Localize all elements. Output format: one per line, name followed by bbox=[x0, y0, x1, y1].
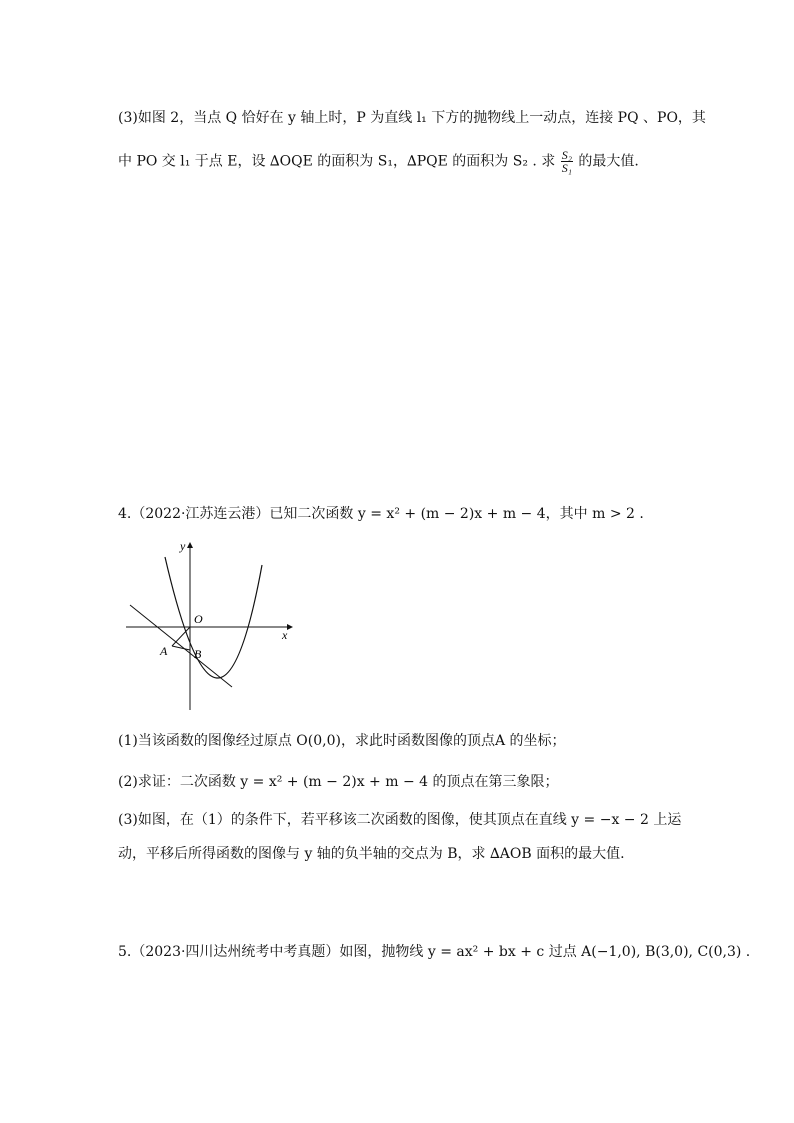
q3-part3-line2-end: 的最大值. bbox=[578, 153, 639, 170]
q5-stem: 5.（2023·四川达州统考中考真题）如图，抛物线 y = ax² + bx + c 过点 A(−1,0), B(3,0), C(0,3) . bbox=[118, 944, 751, 960]
label-y: y bbox=[180, 539, 186, 553]
q4-figure bbox=[120, 535, 302, 715]
q4-part1: (1)当该函数的图像经过原点 O(0,0)，求此时函数图像的顶点A 的坐标； bbox=[118, 733, 566, 749]
parabola-curve bbox=[165, 557, 262, 678]
q3-part3-line2 bbox=[118, 149, 639, 174]
label-o: O bbox=[194, 612, 203, 626]
fraction-numerator: S₂ bbox=[561, 148, 572, 162]
label-x: x bbox=[282, 628, 288, 642]
q3-part3-line1: (3)如图 2，当点 Q 恰好在 y 轴上时，P 为直线 l₁ 下方的抛物线上一动点，连接 PQ 、PO，其 bbox=[118, 110, 706, 126]
parabola-graph bbox=[120, 535, 302, 715]
label-b: B bbox=[194, 647, 202, 661]
label-a: A bbox=[160, 644, 168, 658]
q3-part3-line2-text: 中 PO 交 l₁ 于点 E，设 ∆OQE 的面积为 S₁，∆PQE 的面积为 S₂ . 求 bbox=[118, 153, 556, 170]
fraction-denominator: S₁ bbox=[561, 161, 572, 175]
q4-stem: 4.（2022·江苏连云港）已知二次函数 y = x² + (m − 2)x + m − 4，其中 m > 2 . bbox=[118, 506, 644, 522]
ratio-fraction bbox=[561, 149, 573, 174]
q4-part2: (2)求证：二次函数 y = x² + (m − 2)x + m − 4 的顶点在第三象限； bbox=[118, 774, 559, 790]
q4-part3-line1: (3)如图，在（1）的条件下，若平移该二次函数的图像，使其顶点在直线 y = −x − 2 上运 bbox=[118, 812, 682, 828]
q4-part3-line2: 动，平移后所得函数的图像与 y 轴的负半轴的交点为 B，求 ∆AOB 面积的最大值. bbox=[118, 846, 625, 862]
